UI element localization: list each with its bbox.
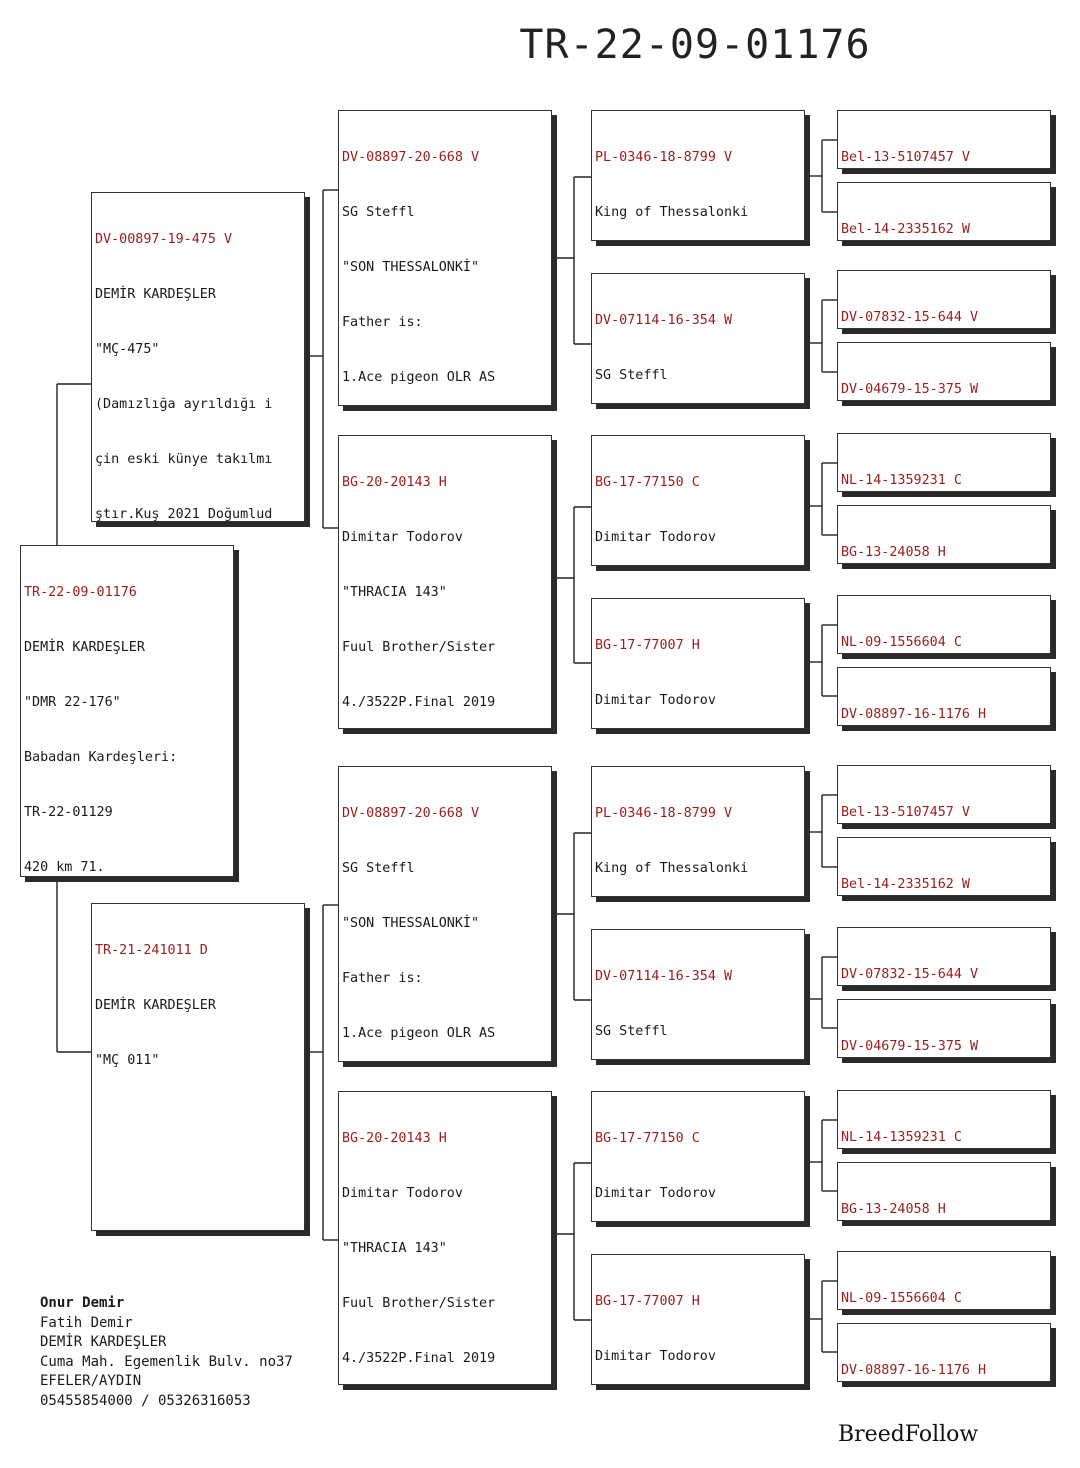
ring-id: BG-20-20143 H: [342, 1130, 447, 1146]
pedigree-line: "SON THESSALONKİ": [342, 915, 480, 931]
ancestor-card-g5: [837, 270, 1051, 329]
ancestor-card-g5: [837, 182, 1051, 241]
ancestor-card-g4: [591, 1091, 805, 1222]
dam-line: DEMİR KARDEŞLER: [95, 997, 216, 1013]
pedigree-line: 4./3522P.Final 2019: [342, 1350, 496, 1366]
owner-city: EFELER/AYDIN: [40, 1373, 142, 1390]
pedigree-line: "SON THESSALONKİ": [342, 259, 480, 275]
ring-id: Bel-14-2335162 W: [841, 876, 970, 892]
ring-id: DV-08897-20-668 V: [342, 149, 480, 165]
dam-line: "MÇ 011": [95, 1052, 160, 1068]
ancestor-card-g4: [591, 110, 805, 241]
owner-line: Fatih Demir: [40, 1314, 133, 1331]
owner-address: Cuma Mah. Egemenlik Bulv. no37: [40, 1353, 293, 1370]
ancestor-card-g4: [591, 929, 805, 1060]
ring-id: DV-07114-16-354 W: [595, 312, 733, 328]
subject-line: "DMR 22-176": [24, 694, 121, 710]
owner-info: [40, 1294, 293, 1412]
ancestor-card-g5: [837, 667, 1051, 726]
ring-id: PL-0346-18-8799 V: [595, 805, 733, 821]
ring-id: DV-04679-15-375 W: [841, 381, 979, 397]
ring-id: BG-17-77150 C: [595, 474, 700, 490]
ancestor-card-g5: [837, 999, 1051, 1058]
pedigree-line: King of Thessalonki: [595, 204, 749, 220]
pedigree-line: King of Thessalonki: [595, 860, 749, 876]
ancestor-card-g5: [837, 927, 1051, 986]
sire-card: [91, 192, 305, 522]
pedigree-line: Dimitar Todorov: [595, 692, 716, 708]
pedigree-line: Dimitar Todorov: [595, 1185, 716, 1201]
ring-id: BG-13-24058 H: [841, 1201, 946, 1217]
ancestor-card-g5: [837, 1090, 1051, 1149]
subject-ring-id: TR-22-09-01176: [24, 584, 137, 600]
ancestor-card-g5: [837, 1251, 1051, 1310]
ancestor-card-g4: [591, 1254, 805, 1385]
ring-id: Bel-13-5107457 V: [841, 804, 970, 820]
dam-card: [91, 903, 305, 1231]
ancestor-card-g3: [338, 1091, 552, 1385]
sire-line: DEMİR KARDEŞLER: [95, 286, 216, 302]
ancestor-card-g3: [338, 110, 552, 406]
pedigree-line: SG Steffl: [595, 367, 668, 383]
ring-id: NL-09-1556604 C: [841, 1290, 962, 1306]
ancestor-card-g5: [837, 1323, 1051, 1382]
sire-line: ştır.Kuş 2021 Doğumlud: [95, 506, 273, 522]
ancestor-card-g5: [837, 505, 1051, 564]
ancestor-card-g4: [591, 273, 805, 404]
owner-name: Onur Demir: [40, 1295, 125, 1311]
breedfollow-logo: BreedFollow: [838, 1422, 979, 1447]
pedigree-line: Father is:: [342, 314, 423, 330]
owner-phone: 05455854000 / 05326316053: [40, 1392, 251, 1409]
ancestor-card-g5: [837, 765, 1051, 824]
ring-id: BG-17-77007 H: [595, 1293, 700, 1309]
ancestor-card-g5: [837, 837, 1051, 896]
ring-id: DV-08897-16-1176 H: [841, 1362, 987, 1378]
ring-id: DV-07832-15-644 V: [841, 966, 979, 982]
ring-id: DV-08897-16-1176 H: [841, 706, 987, 722]
pedigree-line: Fuul Brother/Sister: [342, 1295, 496, 1311]
pedigree-line: Dimitar Todorov: [342, 529, 463, 545]
ring-id: BG-17-77007 H: [595, 637, 700, 653]
pedigree-line: 1.Ace pigeon OLR AS: [342, 1025, 496, 1041]
pedigree-line: Fuul Brother/Sister: [342, 639, 496, 655]
ancestor-card-g3: [338, 766, 552, 1062]
subject-line: TR-22-01129: [24, 804, 113, 820]
pedigree-line: "THRACIA 143": [342, 584, 447, 600]
ancestor-card-g5: [837, 110, 1051, 169]
ring-id: Bel-13-5107457 V: [841, 149, 970, 165]
subject-line: 420 km 71.: [24, 859, 105, 875]
ring-id: DV-07832-15-644 V: [841, 309, 979, 325]
ring-id: BG-17-77150 C: [595, 1130, 700, 1146]
ring-id: DV-04679-15-375 W: [841, 1038, 979, 1054]
owner-line: DEMİR KARDEŞLER: [40, 1334, 167, 1351]
sire-ring-id: DV-00897-19-475 V: [95, 231, 233, 247]
sire-line: çin eski künye takılmı: [95, 451, 273, 467]
pedigree-line: Father is:: [342, 970, 423, 986]
ancestor-card-g4: [591, 766, 805, 897]
ring-id: DV-08897-20-668 V: [342, 805, 480, 821]
ancestor-card-g5: [837, 342, 1051, 401]
ring-id: DV-07114-16-354 W: [595, 968, 733, 984]
ancestor-card-g5: [837, 595, 1051, 654]
pedigree-line: Dimitar Todorov: [595, 1348, 716, 1364]
pedigree-line: 1.Ace pigeon OLR AS: [342, 369, 496, 385]
pedigree-line: "THRACIA 143": [342, 1240, 447, 1256]
ring-id: PL-0346-18-8799 V: [595, 149, 733, 165]
subject-card: [20, 545, 234, 877]
sire-line: "MÇ-475": [95, 341, 160, 357]
ring-id: NL-14-1359231 C: [841, 472, 962, 488]
pedigree-line: Dimitar Todorov: [342, 1185, 463, 1201]
pedigree-line: 4./3522P.Final 2019: [342, 694, 496, 710]
pedigree-title: TR-22-09-01176: [519, 22, 871, 68]
ring-id: NL-09-1556604 C: [841, 634, 962, 650]
ring-id: BG-20-20143 H: [342, 474, 447, 490]
ancestor-card-g5: [837, 1162, 1051, 1221]
dam-ring-id: TR-21-241011 D: [95, 942, 208, 958]
ancestor-card-g4: [591, 435, 805, 566]
ancestor-card-g5: [837, 433, 1051, 492]
pedigree-line: SG Steffl: [342, 204, 415, 220]
sire-line: (Damızlığa ayrıldığı i: [95, 396, 273, 412]
ancestor-card-g3: [338, 435, 552, 729]
pedigree-line: Dimitar Todorov: [595, 529, 716, 545]
subject-line: DEMİR KARDEŞLER: [24, 639, 145, 655]
pedigree-line: SG Steffl: [595, 1023, 668, 1039]
ring-id: Bel-14-2335162 W: [841, 221, 970, 237]
pedigree-line: SG Steffl: [342, 860, 415, 876]
subject-line: Babadan Kardeşleri:: [24, 749, 178, 765]
ancestor-card-g4: [591, 598, 805, 729]
ring-id: NL-14-1359231 C: [841, 1129, 962, 1145]
ring-id: BG-13-24058 H: [841, 544, 946, 560]
